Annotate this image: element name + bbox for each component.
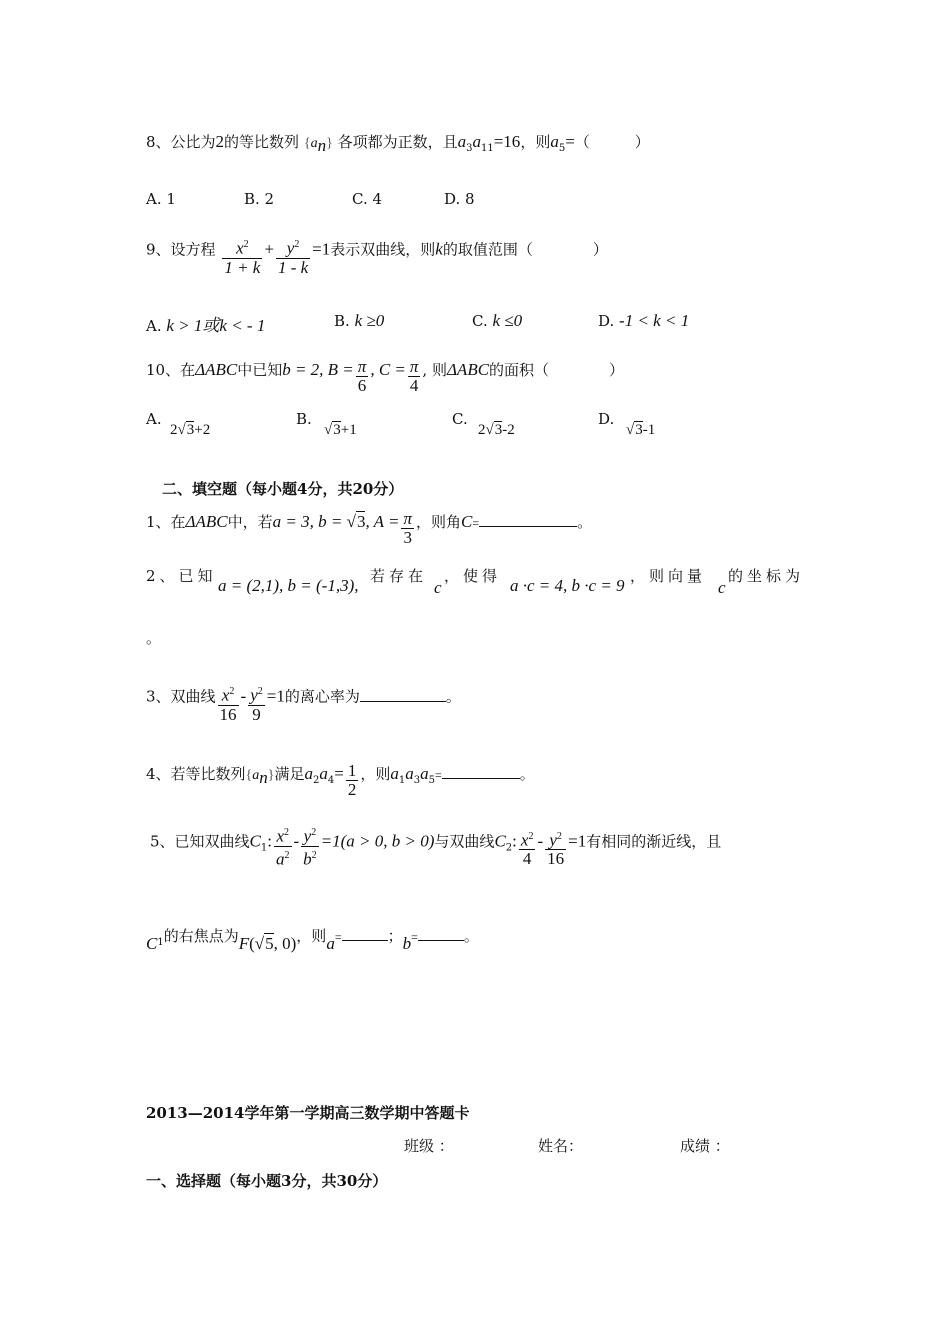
f5-dd2: 16 — [547, 849, 565, 869]
q9-plus: + — [264, 239, 274, 259]
f3-frac-1 — [218, 683, 239, 724]
q9-option-b — [334, 311, 384, 331]
f3-end: 。 — [445, 687, 461, 706]
f5-frac-4 — [545, 828, 566, 869]
q10-a-rad: 3 — [186, 422, 195, 438]
f5-blank-a[interactable] — [342, 926, 388, 941]
f5-c2: C — [494, 831, 506, 851]
q8-brace-left: { — [303, 136, 311, 151]
question-8 — [146, 132, 650, 159]
f2-mid: 若存在 — [370, 567, 428, 585]
class-label: 班级 ： — [404, 1137, 454, 1155]
q9-option-d-text: -1 < k < 1 — [619, 311, 690, 330]
q10-tri: ΔABC — [195, 360, 238, 379]
q9-option-c-text: k ≤0 — [492, 311, 523, 330]
f5-frac-1 — [274, 824, 292, 868]
f4-p5-sub: 5 — [428, 775, 436, 786]
q10-c-rest: -2 — [502, 422, 515, 438]
f1-then: ，则角 — [415, 513, 461, 531]
q10-option-a-expr: 2√3+2 — [170, 422, 211, 438]
f5-d2: $b^2$ — [303, 849, 317, 869]
q10-pi-2: π — [409, 357, 419, 376]
f2-then: ，则向量 — [630, 567, 707, 585]
f5-d1: $a^2$ — [276, 849, 290, 869]
f5-n4-text: y — [549, 830, 557, 850]
q10-frac-c — [408, 358, 421, 395]
f4-frac — [346, 762, 359, 799]
f5-n3-text: x — [520, 830, 529, 850]
q8-option-c: C. 4 — [352, 190, 383, 208]
f4-eq2: = — [435, 768, 442, 782]
f1-tri: ΔABC — [185, 512, 228, 531]
score-label: 成绩 ： — [680, 1137, 730, 1155]
q10-option-b-label: B. — [296, 410, 312, 428]
f5-minus-2: - — [537, 831, 544, 851]
f4-seq-sub: n — [259, 768, 268, 787]
fill-3 — [146, 683, 461, 724]
q9-option-b-text: k ≥0 — [354, 311, 385, 330]
q9-f1-den: 1 + k — [224, 257, 261, 277]
q8-then: ，则 — [520, 133, 551, 151]
q10-cond: b = 2, B = — [282, 360, 354, 379]
q9-f2-den: 1 - k — [277, 257, 309, 277]
f1-prefix: 1、在 — [146, 513, 186, 531]
f3-frac-2 — [248, 683, 265, 724]
q10-option-b — [296, 410, 312, 428]
f1-rad: 3 — [356, 512, 366, 531]
f1-var: C — [461, 512, 473, 531]
f4-a2: a — [304, 764, 314, 783]
f4-num: 1 — [347, 761, 357, 780]
f3-blank[interactable] — [360, 687, 446, 702]
name-label: 姓名： — [538, 1137, 584, 1155]
q9-f2-num: $y^2$ — [276, 236, 310, 259]
q8-seq-sub: n — [317, 136, 327, 155]
f5-n2: $y^2$ — [301, 824, 319, 847]
f3-prefix: 3、双曲线 — [146, 687, 216, 706]
f3-n1-text: x — [221, 685, 230, 705]
q8-option-a: A. 1 — [146, 190, 176, 208]
f1-blank[interactable] — [479, 512, 577, 527]
f4-mid: 满足 — [274, 765, 305, 783]
f1-eq: = — [472, 516, 480, 530]
f5-n2-text: y — [303, 826, 312, 846]
q9-option-b-label: B. — [334, 312, 350, 330]
f5-eq-a: = — [334, 930, 342, 944]
q8-mid: 的等比数列 — [224, 133, 300, 151]
q9-f2-num-text: y — [286, 238, 295, 258]
q10-a-coef: 2 — [170, 422, 178, 438]
f4-a2-sub: 2 — [313, 775, 320, 786]
q8-a5: a — [550, 132, 559, 151]
q9-option-d — [598, 311, 689, 331]
question-9 — [146, 236, 608, 277]
f5-colon-1: : — [267, 831, 272, 851]
q10-a-rest: +2 — [194, 422, 211, 438]
q8-a11: a — [472, 132, 481, 151]
fill-5-line-2 — [146, 926, 479, 954]
f5-end: 。 — [463, 927, 479, 945]
q10-then: , 则 — [422, 361, 447, 379]
f4-prefix: 4、若等比数列 — [146, 765, 246, 783]
f5-focus-sqrt: (√5, 0) — [249, 934, 297, 953]
q9-suffix: 的取值范围（ ） — [442, 240, 608, 259]
f5-l2-c1: C — [146, 934, 158, 953]
f5-prefix: 5、已知双曲线 — [150, 832, 250, 851]
f4-then: ，则 — [360, 765, 391, 783]
f4-brace-right: } — [267, 768, 275, 783]
f1-frac — [401, 510, 414, 547]
f5-colon-2: : — [512, 831, 517, 851]
q10-suffix: 的面积（ ） — [489, 361, 625, 379]
q8-rhs: =16 — [493, 132, 521, 151]
q10-option-d — [598, 410, 614, 428]
q10-c-coef: 2 — [478, 422, 486, 438]
f5-then: ，则 — [296, 927, 327, 945]
f3-n1: $x^2$ — [218, 683, 239, 706]
q8-option-b: B. 2 — [244, 190, 275, 208]
answer-card-title: 2013—2014学年第一学期高三数学期中答题卡 — [146, 1104, 470, 1122]
f1-mid: 中，若 — [227, 513, 273, 531]
f5-n3: $x^2$ — [519, 828, 536, 851]
f1-end: 。 — [577, 513, 593, 531]
q10-option-d-label: D. — [598, 410, 615, 428]
f1-sqrt: √3 — [346, 512, 366, 531]
q9-text: 表示双曲线，则 — [330, 240, 436, 259]
q9-option-a-label: A. — [146, 317, 162, 335]
f5-minus-1: - — [293, 831, 300, 851]
q9-option-c — [472, 311, 522, 331]
f2-end: 。 — [146, 629, 162, 647]
f5-eq-b: = — [411, 930, 418, 944]
q10-frac-b — [356, 358, 369, 395]
q10-option-d-expr: √3-1 — [626, 422, 656, 438]
f3-minus: - — [240, 686, 247, 706]
q9-f1-num: $x^2$ — [222, 236, 262, 259]
f1-pi: π — [403, 509, 412, 528]
q10-option-c-label: C. — [452, 410, 468, 428]
fill-1 — [146, 510, 592, 547]
f4-p3: a — [405, 764, 414, 783]
f2-var: c — [434, 578, 442, 597]
q9-option-d-label: D. — [598, 312, 615, 330]
q9-frac-2 — [276, 236, 310, 277]
f3-suffix: 的离心率为 — [284, 687, 360, 706]
f5-var-a: a — [326, 934, 335, 953]
q8-option-d: D. 8 — [444, 190, 475, 208]
q10-b-rest: +1 — [340, 422, 357, 438]
f5-focus-f: F — [238, 934, 250, 953]
q8-a3: a — [457, 132, 467, 151]
f5-var-b: b — [402, 934, 412, 953]
q8-prefix: 8、公比为 — [146, 133, 216, 151]
f5-n4: $y^2$ — [545, 828, 566, 851]
q9-frac-1 — [222, 236, 262, 277]
f4-eq: = — [334, 764, 344, 783]
f3-n2-text: y — [250, 685, 258, 705]
f5-sep: ； — [387, 927, 403, 945]
f2-vec: a = (2,1), b = (-1,3), — [218, 576, 359, 595]
q8-a3-sub: 3 — [466, 143, 473, 154]
section-2-title: 二、填空题（每小题4分，共20分） — [162, 480, 404, 498]
q9-f1-num-text: x — [236, 238, 244, 258]
f2-mid2: ，使得 — [444, 567, 502, 585]
f5-n1-text: x — [276, 826, 285, 846]
answer-card-section-1: 一、选择题（每小题3分，共30分） — [146, 1172, 388, 1190]
q10-c-rad: 3 — [494, 422, 503, 438]
f5-d2-text: b — [303, 849, 312, 869]
q10-den2: 4 — [409, 376, 419, 395]
q10-cond2: , C = — [370, 360, 406, 379]
q10-option-b-expr: √3+1 — [324, 422, 357, 438]
q8-ratio: 2 — [215, 132, 225, 151]
f5-focus-rad: 5 — [265, 934, 274, 953]
q9-eq: =1 — [312, 239, 331, 259]
f5-l2-c1-sub: 1 — [157, 937, 164, 948]
q8-brace-right: } — [326, 136, 333, 151]
q10-option-a — [146, 410, 162, 428]
fill-5 — [150, 824, 721, 868]
f5-mid: 与双曲线 — [434, 832, 495, 851]
f3-n2: $y^2$ — [248, 683, 265, 706]
q10-b-rad: 3 — [333, 422, 341, 438]
q8-seq: a — [310, 136, 318, 151]
q8-cond-text: 各项都为正数，且 — [337, 133, 458, 151]
q10-mid: 中已知 — [237, 361, 283, 379]
q8-a5-sub: 5 — [558, 143, 566, 154]
f4-p3-sub: 3 — [413, 775, 421, 786]
f5-line2-text: 的右焦点为 — [163, 927, 239, 945]
f4-a4: a — [319, 764, 328, 783]
question-10 — [146, 358, 624, 395]
f5-c2-sub: 2 — [505, 842, 513, 854]
q8-paren: （ ） — [574, 133, 650, 151]
f5-focus-end: , 0) — [273, 934, 297, 953]
q10-pi-1: π — [357, 357, 367, 376]
q10-option-a-label: A. — [146, 410, 162, 428]
f5-frac-3 — [519, 828, 536, 869]
q10-d-rest: -1 — [642, 422, 656, 438]
q9-option-a — [146, 311, 265, 336]
f5-d1-text: a — [276, 849, 285, 869]
f1-cond2: , A = — [365, 512, 400, 531]
f3-d1: 16 — [219, 704, 237, 724]
f5-suffix: 有相同的渐近线，且 — [586, 832, 722, 851]
f4-a4-sub: 4 — [327, 775, 335, 786]
f4-brace-left: { — [245, 768, 253, 783]
f5-cond: =1(a > 0, b > 0) — [320, 831, 435, 851]
q9-option-a-text: k > 1或k < - 1 — [166, 316, 266, 335]
q10-tri-2: ΔABC — [446, 360, 490, 379]
f5-eq: =1 — [568, 831, 587, 851]
f2-var-2: c — [718, 578, 726, 597]
q10-option-c — [452, 410, 468, 428]
f1-den: 3 — [403, 528, 412, 547]
q10-d-rad: 3 — [635, 422, 643, 438]
q9-var: k — [435, 239, 443, 259]
q8-eq: = — [565, 132, 575, 151]
q10-den1: 6 — [357, 376, 367, 395]
f4-p1-sub: 1 — [398, 775, 406, 786]
q8-a11-sub: 11 — [480, 143, 494, 154]
f4-seq: a — [252, 768, 260, 783]
q10-prefix: 10、在 — [146, 361, 196, 379]
f4-den: 2 — [347, 780, 357, 799]
f1-cond: a = 3, b = — [272, 512, 347, 531]
q10-option-c-expr: 2√3-2 — [478, 422, 515, 438]
f5-dd1: 4 — [522, 849, 532, 869]
f4-p1: a — [390, 764, 399, 783]
f4-blank[interactable] — [442, 764, 520, 779]
f5-n1: $x^2$ — [274, 824, 292, 847]
f2-suffix: 的坐标为 — [728, 567, 805, 585]
f2-prefix: 2、已知 — [146, 567, 217, 585]
q9-prefix: 9、设方程 — [146, 240, 216, 259]
f4-p5: a — [420, 764, 429, 783]
f4-end: 。 — [519, 765, 535, 783]
fill-2 — [146, 566, 217, 586]
f3-d2: 9 — [252, 704, 261, 724]
f5-c1-sub: 1 — [260, 842, 268, 854]
f5-c1: C — [249, 831, 261, 851]
f2-cond: a ·c = 4, b ·c = 9 — [510, 576, 625, 595]
q9-option-c-label: C. — [472, 312, 488, 330]
fill-4 — [146, 762, 535, 799]
f3-eq: =1 — [266, 686, 285, 706]
f5-blank-b[interactable] — [418, 926, 464, 941]
f5-frac-2 — [301, 824, 319, 868]
